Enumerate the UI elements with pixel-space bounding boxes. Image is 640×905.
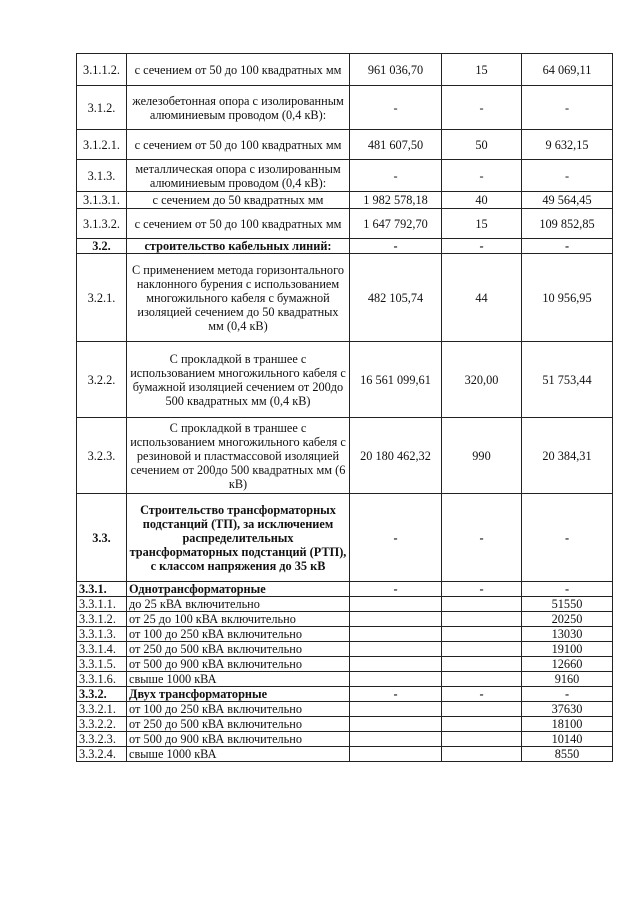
tariff-table [76, 53, 613, 762]
row-unit-rate: 64 069,11 [522, 54, 613, 86]
row-quantity [442, 702, 522, 717]
table-row [77, 582, 613, 597]
row-quantity [442, 672, 522, 687]
table-row [77, 160, 613, 192]
row-total-cost: - [350, 239, 442, 254]
row-quantity: 15 [442, 54, 522, 86]
row-unit-rate: 9160 [522, 672, 613, 687]
row-description: С применением метода горизонтального наклонного бурения с использованием многожильного кабеля с бумажной изоляцией сечением до 50 квадратных мм (0,4 кВ) [127, 254, 350, 342]
row-unit-rate: - [522, 239, 613, 254]
row-unit-rate: 10 956,95 [522, 254, 613, 342]
row-quantity: - [442, 687, 522, 702]
row-number: 3.2.1. [77, 254, 127, 342]
row-total-cost: 481 607,50 [350, 130, 442, 160]
table-row [77, 597, 613, 612]
row-total-cost [350, 657, 442, 672]
row-unit-rate: - [522, 687, 613, 702]
row-description: Двух трансформаторные [127, 687, 350, 702]
row-unit-rate: 20 384,31 [522, 418, 613, 494]
row-description: Однотрансформаторные [127, 582, 350, 597]
row-unit-rate: - [522, 86, 613, 130]
row-number: 3.3.1.3. [77, 627, 127, 642]
table-row [77, 239, 613, 254]
row-number: 3.3.2.3. [77, 732, 127, 747]
row-number: 3.3.1.2. [77, 612, 127, 627]
row-total-cost: - [350, 160, 442, 192]
row-total-cost: 961 036,70 [350, 54, 442, 86]
row-number: 3.1.1.2. [77, 54, 127, 86]
row-description: от 500 до 900 кВА включительно [127, 657, 350, 672]
row-description: С прокладкой в траншее с использованием многожильного кабеля с резиновой и пластмассовой изоляцией сечением от 200до 500 квадратных мм (6 кВ) [127, 418, 350, 494]
row-total-cost [350, 672, 442, 687]
row-total-cost: 1 982 578,18 [350, 192, 442, 209]
table-row [77, 747, 613, 762]
row-number: 3.1.2.1. [77, 130, 127, 160]
row-quantity [442, 747, 522, 762]
table-row [77, 54, 613, 86]
row-quantity: 990 [442, 418, 522, 494]
table-row [77, 418, 613, 494]
row-unit-rate: 49 564,45 [522, 192, 613, 209]
row-unit-rate: 12660 [522, 657, 613, 672]
row-number: 3.3.2.4. [77, 747, 127, 762]
row-number: 3.3.1. [77, 582, 127, 597]
row-quantity: - [442, 160, 522, 192]
row-description: от 25 до 100 кВА включительно [127, 612, 350, 627]
table-row [77, 687, 613, 702]
row-description: свыше 1000 кВА [127, 747, 350, 762]
row-quantity [442, 627, 522, 642]
row-unit-rate: - [522, 494, 613, 582]
row-description: с сечением от 50 до 100 квадратных мм [127, 130, 350, 160]
table-row [77, 209, 613, 239]
row-total-cost [350, 702, 442, 717]
table-body [77, 54, 613, 762]
row-unit-rate: 10140 [522, 732, 613, 747]
table-row [77, 657, 613, 672]
table-row [77, 254, 613, 342]
row-number: 3.3.1.1. [77, 597, 127, 612]
row-total-cost [350, 597, 442, 612]
table-row [77, 612, 613, 627]
table-row [77, 702, 613, 717]
row-number: 3.1.2. [77, 86, 127, 130]
row-description: Строительство трансформаторных подстанций (ТП), за исключением распределительных трансформаторных подстанций (РТП), с классом напряжения до 35 кВ [127, 494, 350, 582]
row-description: с сечением от 50 до 100 квадратных мм [127, 54, 350, 86]
table-row [77, 627, 613, 642]
row-total-cost: - [350, 687, 442, 702]
row-description: от 500 до 900 кВА включительно [127, 732, 350, 747]
row-quantity [442, 732, 522, 747]
row-number: 3.2.3. [77, 418, 127, 494]
row-number: 3.3. [77, 494, 127, 582]
row-description: от 100 до 250 кВА включительно [127, 702, 350, 717]
row-total-cost: - [350, 86, 442, 130]
row-unit-rate: 13030 [522, 627, 613, 642]
row-unit-rate: 20250 [522, 612, 613, 627]
row-total-cost: 1 647 792,70 [350, 209, 442, 239]
row-quantity: 50 [442, 130, 522, 160]
table-row [77, 672, 613, 687]
row-total-cost [350, 747, 442, 762]
table-row [77, 642, 613, 657]
row-total-cost: - [350, 494, 442, 582]
row-number: 3.1.3. [77, 160, 127, 192]
row-quantity [442, 657, 522, 672]
row-unit-rate: 51 753,44 [522, 342, 613, 418]
row-description: с сечением до 50 квадратных мм [127, 192, 350, 209]
table-row [77, 192, 613, 209]
row-unit-rate: - [522, 582, 613, 597]
row-description: до 25 кВА включительно [127, 597, 350, 612]
row-total-cost [350, 642, 442, 657]
row-unit-rate: 8550 [522, 747, 613, 762]
row-number: 3.3.1.6. [77, 672, 127, 687]
row-unit-rate: 9 632,15 [522, 130, 613, 160]
row-description: С прокладкой в траншее с использованием многожильного кабеля с бумажной изоляцией сечением от 200до 500 квадратных мм (0,4 кВ) [127, 342, 350, 418]
row-unit-rate: 51550 [522, 597, 613, 612]
row-unit-rate: 109 852,85 [522, 209, 613, 239]
row-quantity: 15 [442, 209, 522, 239]
row-description: железобетонная опора с изолированным алюминиевым проводом (0,4 кВ): [127, 86, 350, 130]
row-description: свыше 1000 кВА [127, 672, 350, 687]
row-number: 3.2. [77, 239, 127, 254]
row-quantity: 40 [442, 192, 522, 209]
row-total-cost: - [350, 582, 442, 597]
row-total-cost: 16 561 099,61 [350, 342, 442, 418]
row-description: с сечением от 50 до 100 квадратных мм [127, 209, 350, 239]
row-unit-rate: 37630 [522, 702, 613, 717]
row-number: 3.3.2.1. [77, 702, 127, 717]
row-quantity: - [442, 86, 522, 130]
row-number: 3.3.1.5. [77, 657, 127, 672]
row-number: 3.2.2. [77, 342, 127, 418]
table-row [77, 732, 613, 747]
row-total-cost [350, 627, 442, 642]
row-description: от 100 до 250 кВА включительно [127, 627, 350, 642]
row-quantity: 44 [442, 254, 522, 342]
row-unit-rate: - [522, 160, 613, 192]
row-number: 3.3.2. [77, 687, 127, 702]
row-quantity [442, 612, 522, 627]
row-quantity: - [442, 494, 522, 582]
row-description: от 250 до 500 кВА включительно [127, 717, 350, 732]
row-quantity [442, 642, 522, 657]
row-number: 3.1.3.2. [77, 209, 127, 239]
row-quantity: 320,00 [442, 342, 522, 418]
table-row [77, 717, 613, 732]
row-quantity: - [442, 239, 522, 254]
table-row [77, 342, 613, 418]
row-total-cost [350, 717, 442, 732]
table-row [77, 130, 613, 160]
row-description: строительство кабельных линий: [127, 239, 350, 254]
row-quantity: - [442, 582, 522, 597]
table-row [77, 86, 613, 130]
row-unit-rate: 18100 [522, 717, 613, 732]
row-total-cost [350, 732, 442, 747]
row-total-cost: 482 105,74 [350, 254, 442, 342]
row-description: от 250 до 500 кВА включительно [127, 642, 350, 657]
row-unit-rate: 19100 [522, 642, 613, 657]
row-quantity [442, 597, 522, 612]
row-quantity [442, 717, 522, 732]
row-total-cost: 20 180 462,32 [350, 418, 442, 494]
row-number: 3.3.2.2. [77, 717, 127, 732]
row-number: 3.1.3.1. [77, 192, 127, 209]
row-total-cost [350, 612, 442, 627]
row-description: металлическая опора с изолированным алюминиевым проводом (0,4 кВ): [127, 160, 350, 192]
table-row [77, 494, 613, 582]
row-number: 3.3.1.4. [77, 642, 127, 657]
